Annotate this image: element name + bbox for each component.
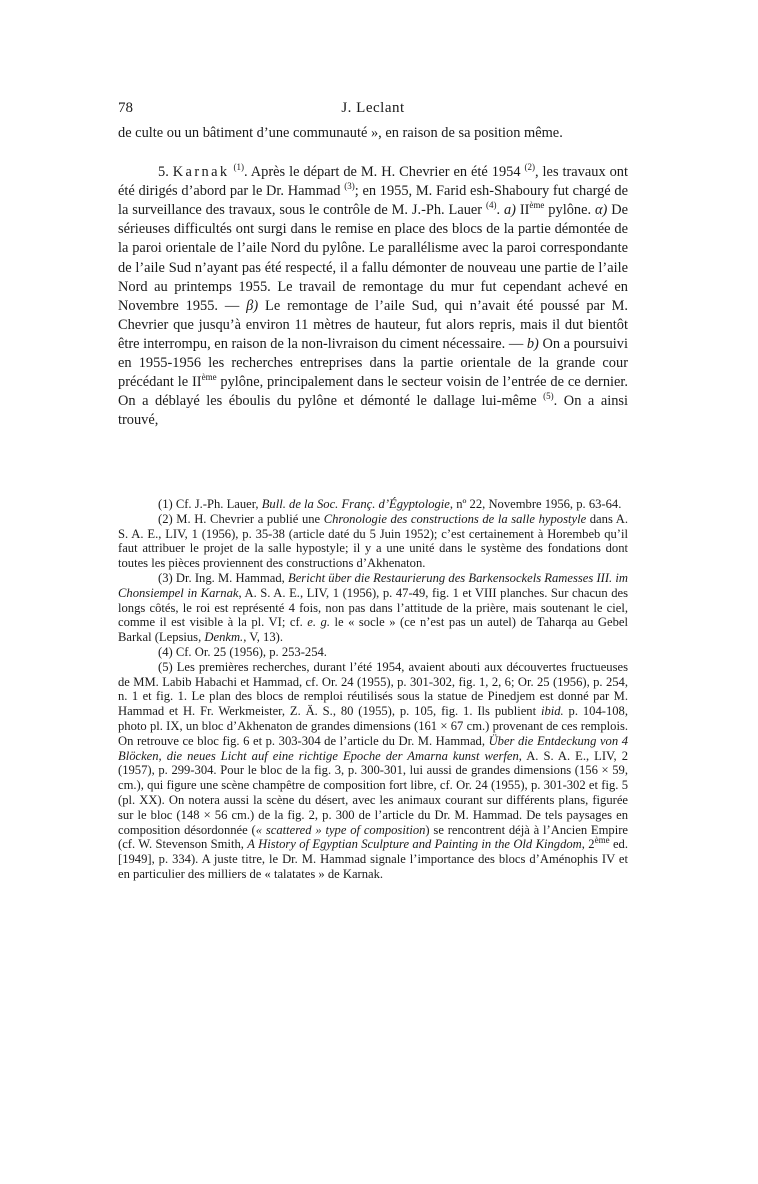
text-run: , A. S. A. E., LIV, 1 (1956), p. 47-49, fig. 1 et VIII planches. Sur chacun des longs côtés, le roi est représenté 4 fois, non pas dans l’attitude de la prière, mais soutenant le ciel, comme il est visible à la pl. VI; cf. <box>118 585 628 630</box>
footnote-4 <box>118 645 628 660</box>
footnote-3 <box>118 571 628 645</box>
text-run: II <box>515 202 530 219</box>
text-run: ed. [1949], p. 334). A juste titre, le Dr. M. Hammad signale l’importance des blocs d’Aménophis IV et en particulier des milliers de « talatates » de Karnak. <box>118 837 628 881</box>
item-marker-alpha: α) <box>594 202 608 219</box>
footnote-2 <box>118 512 628 571</box>
footnote-ref-4[interactable]: (4) <box>485 200 497 211</box>
section-heading-karnak: Karnak <box>172 164 230 181</box>
footnote-1 <box>118 497 628 512</box>
item-marker-a: a) <box>503 202 516 219</box>
text-run: Cf. J.-Ph. Lauer, <box>172 497 262 511</box>
citation-title: Bull. de la Soc. Franç. d’Égyptologie <box>261 497 450 511</box>
abbreviation: ibid. <box>540 704 564 719</box>
footnote-ref-2[interactable]: (2) <box>524 162 535 173</box>
quoted-term: « scattered » type of composition <box>255 822 426 837</box>
text-run: De sérieuses difficultés ont surgi dans le remise en place des blocs de la partie démontée de la paroi orientale de l’aile Nord du pylône. Le parallélisme avec la paroi correspondante de l’aile Sud n’ayant pas été respecté, il a fallu démonter de nouveau une partie de l’aile Nord au printemps 1955. Le travail de remontage du mur fut cependant achevé en Novembre 1955. — <box>118 202 628 314</box>
footnote-ref-3[interactable]: (3) <box>344 181 355 192</box>
text-run: , nº 22, Novembre 1956, p. 63-64. <box>449 497 622 511</box>
text-run: On a poursuivi en 1955-1956 les recherches entreprises dans la partie orientale de la grande cour précédant le II <box>118 335 628 391</box>
citation-title: Denkm. <box>204 630 244 645</box>
text-run: , V, 13). <box>243 630 283 645</box>
text-run: Cf. Or. 25 (1956), p. 253-254. <box>172 644 327 659</box>
text-run: Les premières recherches, durant l’été 1954, avaient abouti aux découvertes fructueuses de MM. Labib Habachi et Hammad, cf. Or. 24 (1955), p. 301-302, fig. 1, 2, 6; Or. 25 (1956), p. 254, n. 1 et fig. 1. Le plan des blocs de remploi réutilisés sous la statue de Pinedjem est donné par M. Hammad et H. Fr. Werkmeister, Z. Ä. S., 80 (1955), p. 105, fig. 1. Ils publient <box>118 659 628 719</box>
text-run: Le remontage de l’aile Sud, qui n’avait été poussé par M. Chevrier que jusqu’à environ 11 mètres de hauteur, fut alors repris, mais il dut bientôt être interrompu, en raison de la non-livraison du ciment nécessaire. — <box>118 297 628 352</box>
section-number: 5. <box>158 164 173 181</box>
page-number: 78 <box>118 100 133 116</box>
citation-title: Über die Entdeckung von 4 Blöcken, die neues Licht auf eine richtige Epoche der Amarna kunst werfen <box>118 733 628 763</box>
text-run: p. 104-108, photo pl. IX, un bloc d’Akhenaton de grandes dimensions (161 × 67 cm.) provenant de ces remplois. On retrouve ce bloc fig. 6 et p. 303-304 de l’article du Dr. M. Hammad, <box>118 704 628 748</box>
text-run: . Après le départ de M. H. Chevrier en été 1954 <box>243 164 525 181</box>
footnote-ref-1[interactable]: (1) <box>233 162 244 173</box>
text-run: , 2 <box>581 837 595 852</box>
footnote-5 <box>118 660 628 882</box>
text-run: , A. S. A. E., LIV, 2 (1957), p. 299-304. Pour le bloc de la fig. 3, p. 300-301, lui aussi de grandes dimensions (156 × 59, cm.), qui figure une scène champêtre de composition fort libre, cf. Or. 24 (1955), p. 301-302 et fig. 5 (pl. XX). On notera aussi la scène du désert, avec les animaux courant sur différents plans, figurée sur le bloc (148 × 56 cm.) de la fig. 2, p. 300 de l’article du Dr. M. Hammad. De tels paysages en composition désordonnée ( <box>118 748 628 837</box>
citation-title: Chronologie des constructions de la salle hypostyle <box>323 511 587 526</box>
text-run: ) se rencontrent déjà à l’Ancien Empire (cf. W. Stevenson Smith, <box>118 822 628 852</box>
citation-title: Bericht über die Restaurierung des Barkensockels Ramesses III. im Chonsiempel in Karnak <box>118 570 628 600</box>
item-marker-beta: β) <box>246 297 259 314</box>
running-head: J. Leclant <box>341 100 405 116</box>
footnote-mark: (1) <box>158 497 173 511</box>
footnote-mark: (4) <box>158 644 173 659</box>
footnote-mark: (3) <box>158 570 173 585</box>
text-run: dans A. S. A. E., LIV, 1 (1956), p. 35-38 (article daté du 5 Juin 1952); c’est certainement à Horembeb qu’il faut attribuer le projet de la salle hypostyle; il y a une unité dans le système des fondations dont toutes les pièces proviennent des constructions d’Akhenaton. <box>118 511 628 571</box>
item-marker-b: b) <box>526 335 539 352</box>
text-run: . On a ainsi trouvé, <box>118 393 629 429</box>
page-header <box>118 100 628 122</box>
superscript: ème <box>594 835 610 846</box>
karnak-paragraph <box>118 163 628 430</box>
superscript: ème <box>201 372 217 383</box>
abbreviation: e. g. <box>307 615 330 630</box>
text-run: Dr. Ing. M. Hammad, <box>172 570 289 585</box>
footnote-mark: (5) <box>158 659 173 674</box>
text-run: , les travaux ont été dirigés d’abord par le Dr. Hammad <box>118 164 628 200</box>
footnotes <box>118 497 628 882</box>
text-run: pylône. <box>544 202 595 219</box>
superscript: ème <box>529 200 545 211</box>
text-run: le « socle » (ce n’est pas un autel) de Taharqa au Gebel Barkal (Lepsius, <box>118 615 628 645</box>
main-text <box>118 124 628 430</box>
text-run: pylône, principalement dans le secteur voisin de l’entrée de ce dernier. On a déblayé les éboulis du pylône et démonté le dallage lui-même <box>118 374 628 410</box>
text-run: ; en 1955, M. Farid esh-Shaboury fut chargé de la surveillance des travaux, sous le contrôle de M. J.-Ph. Lauer <box>118 183 628 219</box>
footnote-ref-5[interactable]: (5) <box>543 391 554 402</box>
text-run: M. H. Chevrier a publié une <box>172 511 324 526</box>
carryover-paragraph: de culte ou un bâtiment d’une communauté », en raison de sa position même. <box>118 125 563 141</box>
text-run: . <box>496 202 504 219</box>
footnote-mark: (2) <box>158 511 173 526</box>
citation-title: A History of Egyptian Sculpture and Painting in the Old Kingdom <box>247 837 582 852</box>
